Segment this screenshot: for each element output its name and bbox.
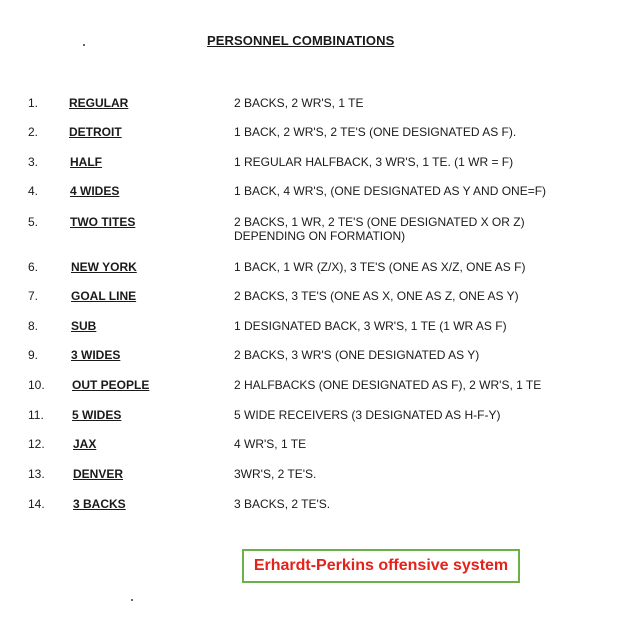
personnel-name: 3 BACKS — [73, 497, 126, 511]
personnel-name: NEW YORK — [71, 260, 137, 274]
item-number: 14. — [28, 497, 45, 511]
personnel-name: SUB — [71, 319, 97, 333]
personnel-name: HALF — [70, 155, 102, 169]
personnel-description: 2 HALFBACKS (ONE DESIGNATED AS F), 2 WR'S, 1 TE — [234, 378, 542, 392]
personnel-name: REGULAR — [69, 96, 129, 110]
personnel-name: JAX — [73, 437, 97, 451]
scan-speck — [83, 44, 85, 46]
personnel-description: 5 WIDE RECEIVERS (3 DESIGNATED AS H-F-Y) — [234, 408, 501, 422]
personnel-name: DETROIT — [69, 125, 122, 139]
item-number: 2. — [28, 125, 39, 139]
item-number: 3. — [28, 155, 39, 169]
page-title: PERSONNEL COMBINATIONS — [207, 33, 395, 48]
personnel-description: 1 REGULAR HALFBACK, 3 WR'S, 1 TE. (1 WR = F) — [234, 155, 514, 169]
personnel-name: DENVER — [73, 467, 124, 481]
personnel-description: 2 BACKS, 3 WR'S (ONE DESIGNATED AS Y) — [234, 348, 480, 362]
personnel-description: 2 BACKS, 3 TE'S (ONE AS X, ONE AS Z, ONE AS Y) — [234, 289, 519, 303]
personnel-description: 1 BACK, 2 WR'S, 2 TE'S (ONE DESIGNATED AS F). — [234, 125, 517, 139]
item-number: 4. — [28, 184, 39, 198]
personnel-name: 4 WIDES — [70, 184, 120, 198]
item-number: 13. — [28, 467, 45, 481]
item-number: 5. — [28, 215, 39, 229]
item-number: 11. — [28, 408, 44, 422]
item-number: 8. — [28, 319, 39, 333]
scan-speck — [131, 599, 133, 601]
item-number: 6. — [28, 260, 39, 274]
personnel-name: 5 WIDES — [72, 408, 122, 422]
item-number: 7. — [28, 289, 39, 303]
personnel-description: 2 BACKS, 1 WR, 2 TE'S (ONE DESIGNATED X OR Z) DEPENDING ON FORMATION) — [234, 215, 525, 243]
personnel-name: OUT PEOPLE — [72, 378, 150, 392]
personnel-description: 3WR'S, 2 TE'S. — [234, 467, 317, 481]
personnel-description: 2 BACKS, 2 WR'S, 1 TE — [234, 96, 364, 110]
personnel-name: TWO TITES — [70, 215, 136, 229]
personnel-description: 1 DESIGNATED BACK, 3 WR'S, 1 TE (1 WR AS F) — [234, 319, 507, 333]
item-number: 1. — [28, 96, 39, 110]
personnel-description: 1 BACK, 4 WR'S, (ONE DESIGNATED AS Y AND ONE=F) — [234, 184, 547, 198]
personnel-description: 4 WR'S, 1 TE — [234, 437, 307, 451]
personnel-description: 3 BACKS, 2 TE'S. — [234, 497, 331, 511]
personnel-name: GOAL LINE — [71, 289, 137, 303]
item-number: 9. — [28, 348, 39, 362]
item-number: 10. — [28, 378, 45, 392]
caption-box — [242, 549, 520, 583]
caption-text: Erhardt-Perkins offensive system — [253, 557, 509, 574]
personnel-description: 1 BACK, 1 WR (Z/X), 3 TE'S (ONE AS X/Z, ONE AS F) — [234, 260, 526, 274]
item-number: 12. — [28, 437, 45, 451]
personnel-name: 3 WIDES — [71, 348, 121, 362]
